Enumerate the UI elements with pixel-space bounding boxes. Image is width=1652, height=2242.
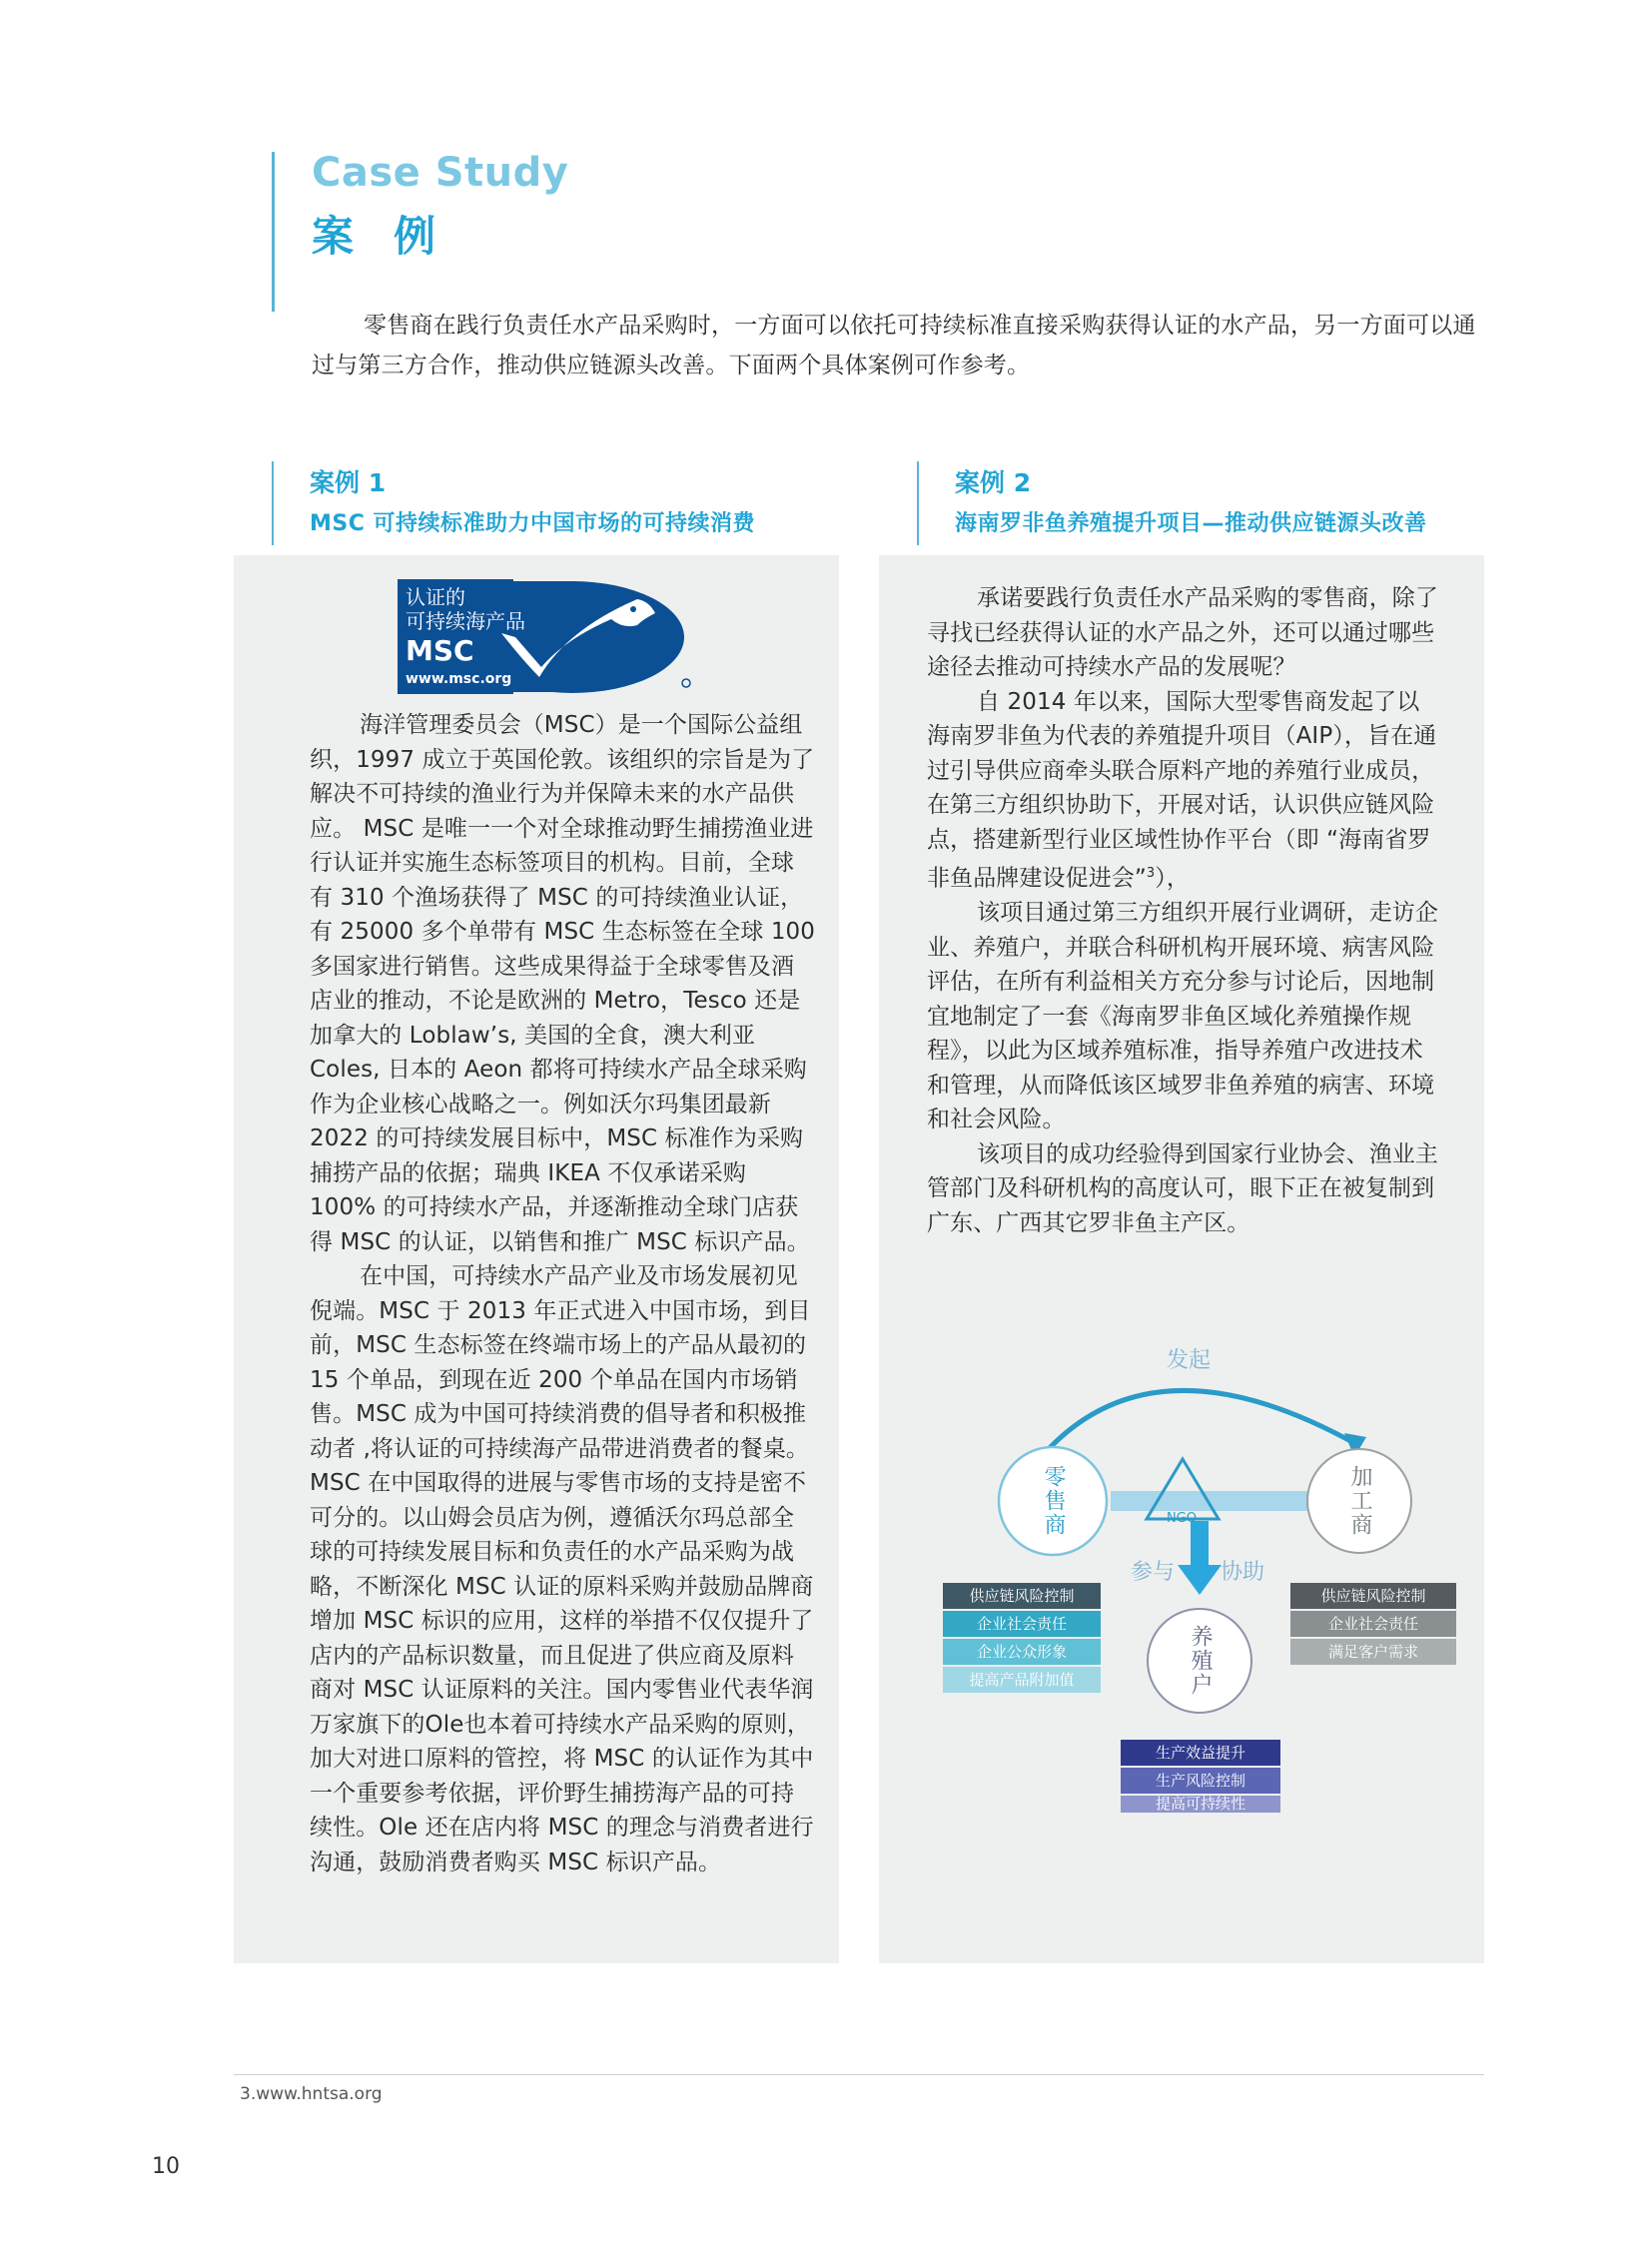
case2-paragraph xyxy=(927,685,1438,897)
ngo-label: NGO xyxy=(1167,1511,1198,1526)
case1-paragraph: 海洋管理委员会（MSC）是一个国际公益组织，1997 成立于英国伦敦。该组织的宗旨是为了解决不可持续的渔业行为并保障未来的水产品供应。 MSC 是唯一一个对全球推动野生捕捞渔业进行认证并实施生态标签项目的机构。目前，全球有 310 个渔场获得了 MSC 的可持续渔业认证，有 25000 多个单带有 MSC 生态标签在全球 100 多国家进行销售。这些成果得益于全球零售及酒店业的推动，不论是欧洲的 Metro，Tesco 还是加拿大的 Loblaw’s, 美国的全食，澳大利亚 Coles, 日本的 Aeon 都将可持续水产品全球采购作为企业核心战略之一。例如沃尔玛集团最新 2022 的可持续发展目标中，MSC 标准作为采购捕捞产品的依据；瑞典 IKEA 不仅承诺采购 100% 的可持续水产品，并逐渐推动全球门店获得 MSC 的认证，以销售和推广 MSC 标识产品。 xyxy=(310,712,816,1255)
case2-body xyxy=(927,581,1438,1240)
case2-label: 案例 2 xyxy=(955,468,1032,497)
diagram-initiate-label: 发起 xyxy=(1167,1348,1212,1373)
title-chinese: 案例 xyxy=(312,212,476,261)
retailer-tag: 企业公众形象 xyxy=(943,1639,1101,1665)
processor-tag: 满足客户需求 xyxy=(1290,1639,1456,1665)
msc-logo-line2: 可持续海产品 xyxy=(406,609,525,633)
case2-paragraph-text: 自 2014 年以来，国际大型零售商发起了以海南罗非鱼为代表的养殖提升项目（AIP），旨在通过引导供应商牵头联合原料产地的养殖行业成员，在第三方组织协助下，开展对话，认识供应链风险点，搭建新型行业区域性协作平台（即 “海南省罗非鱼品牌建设促进会” xyxy=(927,688,1437,892)
case2-paragraph: 该项目通过第三方组织开展行业调研，走访企业、养殖户，并联合科研机构开展环境、病害风险评估，在所有利益相关方充分参与讨论后，因地制宜地制定了一套《海南罗非鱼区域化养殖操作规程》，以此为区域养殖标准，指导养殖户改进技术和管理，从而降低该区域罗非鱼养殖的病害、环境和社会风险。 xyxy=(927,900,1438,1133)
farmer-tag: 生产风险控制 xyxy=(1121,1768,1280,1794)
case1-title: MSC 可持续标准助力中国市场的可持续消费 xyxy=(310,511,756,536)
case1-body xyxy=(310,708,817,1879)
aip-diagram xyxy=(935,1333,1474,1813)
initiate-arrow xyxy=(1045,1390,1354,1453)
retailer-tag: 企业社会责任 xyxy=(943,1611,1101,1637)
footnote: 3.www.hntsa.org xyxy=(240,2084,383,2104)
case1-label: 案例 1 xyxy=(310,468,387,497)
processor-tag: 企业社会责任 xyxy=(1290,1611,1456,1637)
participate-label: 参与 xyxy=(1131,1560,1176,1585)
case2-title: 海南罗非鱼养殖提升项目—推动供应链源头改善 xyxy=(955,511,1427,536)
case2-paragraph-tail: ）， xyxy=(1155,865,1190,892)
farmer-tag: 生产效益提升 xyxy=(1121,1740,1280,1766)
farmer-label: 养殖户 xyxy=(1188,1625,1213,1697)
retailer-label: 零售商 xyxy=(1041,1465,1066,1537)
msc-logo-brand: MSC xyxy=(406,634,474,667)
title-accent-bar xyxy=(272,152,275,312)
case2-paragraph: 承诺要践行负责任水产品采购的零售商，除了寻找已经获得认证的水产品之外，还可以通过哪些途径去推动可持续水产品的发展呢？ xyxy=(927,585,1438,680)
case2-paragraph: 该项目的成功经验得到国家行业协会、渔业主管部门及科研机构的高度认可，眼下正在被复制到广东、广西其它罗非鱼主产区。 xyxy=(927,1140,1438,1236)
down-arrowhead xyxy=(1178,1565,1222,1595)
msc-logo xyxy=(398,579,695,694)
title-english: Case Study xyxy=(312,150,569,196)
assist-label: 协助 xyxy=(1221,1560,1265,1585)
footer-divider xyxy=(234,2074,1484,2075)
msc-logo-line1: 认证的 xyxy=(406,585,465,609)
down-arrow-shaft xyxy=(1191,1521,1209,1567)
retailer-tag: 供应链风险控制 xyxy=(943,1583,1101,1609)
processor-label: 加工商 xyxy=(1347,1465,1372,1537)
farmer-tag: 提高可持续性 xyxy=(1121,1796,1280,1813)
retailer-tag: 提高产品附加值 xyxy=(943,1667,1101,1693)
page-number: 10 xyxy=(152,2154,180,2179)
case1-accent-bar xyxy=(272,461,274,545)
footnote-marker: 3 xyxy=(1146,866,1156,881)
intro-paragraph: 零售商在践行负责任水产品采购时，一方面可以依托可持续标准直接采购获得认证的水产品，另一方面可以通过与第三方合作，推动供应链源头改善。下面两个具体案例可作参考。 xyxy=(312,313,1476,378)
processor-tag: 供应链风险控制 xyxy=(1290,1583,1456,1609)
case1-paragraph: 在中国，可持续水产品产业及市场发展初见倪端。MSC 于 2013 年正式进入中国市场，到目前，MSC 生态标签在终端市场上的产品从最初的 15 个单品，到现在近 200 个单品在国内市场销售。MSC 成为中国可持续消费的倡导者和积极推动者 ,将认证的可持续海产品带进消费者的餐桌。MSC 在中国取得的进展与零售市场的支持是密不可分的。以山姆会员店为例，遵循沃尔玛总部全球的可持续发展目标和负责任的水产品采购为战略，不断深化 MSC 认证的原料采购并鼓励品牌商增加 MSC 标识的应用，这样的举措不仅仅提升了店内的产品标识数量，而且促进了供应商及原料商对 MSC 认证原料的关注。国内零售业代表华润万家旗下的Ole也本着可持续水产品采购的原则，加大对进口原料的管控，将 MSC 的认证作为其中一个重要参考依据，评价野生捕捞海产品的可持续性。Ole 还在店内将 MSC 的理念与消费者进行沟通，鼓励消费者购买 MSC 标识产品。 xyxy=(310,1263,814,1875)
msc-logo-url: www.msc.org xyxy=(406,671,512,687)
case2-accent-bar xyxy=(917,461,919,545)
